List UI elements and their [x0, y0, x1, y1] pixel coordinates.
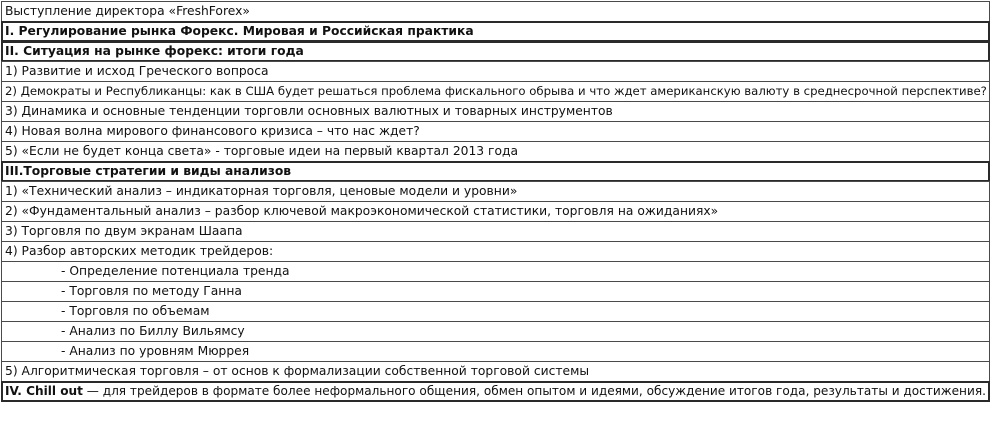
agenda-item-algorithmic-trading: 5) Алгоритмическая торговля – от основ к формализации собственной торговой системы [1, 361, 990, 382]
agenda-item-fundamental-analysis: 2) «Фундаментальный анализ – разбор ключевой макроэкономической статистики, торговля на ожиданиях» [1, 201, 990, 222]
agenda-row-intro: Выступление директора «FreshForex» [1, 1, 990, 22]
agenda-subitem-gann-method: - Торговля по методу Ганна [1, 281, 990, 302]
section-heading-strategies: III.Торговые стратегии и виды анализов [1, 161, 990, 182]
agenda-subitem-trend-potential: - Определение потенциала тренда [1, 261, 990, 282]
agenda-subitem-volumes: - Торговля по объемам [1, 301, 990, 322]
chill-out-description: — для трейдеров в формате более неформального общения, обмен опытом и идеями, обсуждение итогов года, результаты и достижения. [82, 384, 986, 398]
agenda-item-trading-ideas-2013: 5) «Если не будет конца света» - торговые идеи на первый квартал 2013 года [1, 141, 990, 162]
section-heading-market-situation: II. Ситуация на рынке форекс: итоги года [1, 41, 990, 62]
agenda-item-shaap-screens: 3) Торговля по двум экранам Шаапа [1, 221, 990, 242]
agenda-item-fiscal-cliff: 2) Демократы и Республиканцы: как в США будет решаться проблема фискального обрыва и что ждет американскую валюту в среднесрочной перспективе? [1, 81, 990, 102]
agenda-subitem-murrey-levels: - Анализ по уровням Мюррея [1, 341, 990, 362]
section-heading-chill-out [1, 381, 990, 402]
agenda-item-instruments-dynamics: 3) Динамика и основные тенденции торговли основных валютных и товарных инструментов [1, 101, 990, 122]
agenda-item-greek-question: 1) Развитие и исход Греческого вопроса [1, 61, 990, 82]
chill-out-title: IV. Chill out [5, 384, 83, 398]
agenda-table [1, 1, 990, 402]
agenda-item-author-methods: 4) Разбор авторских методик трейдеров: [1, 241, 990, 262]
section-heading-regulation: I. Регулирование рынка Форекс. Мировая и Российская практика [1, 21, 990, 42]
agenda-subitem-bill-williams: - Анализ по Биллу Вильямсу [1, 321, 990, 342]
agenda-item-financial-crisis: 4) Новая волна мирового финансового кризиса – что нас ждет? [1, 121, 990, 142]
agenda-item-technical-analysis: 1) «Технический анализ – индикаторная торговля, ценовые модели и уровни» [1, 181, 990, 202]
